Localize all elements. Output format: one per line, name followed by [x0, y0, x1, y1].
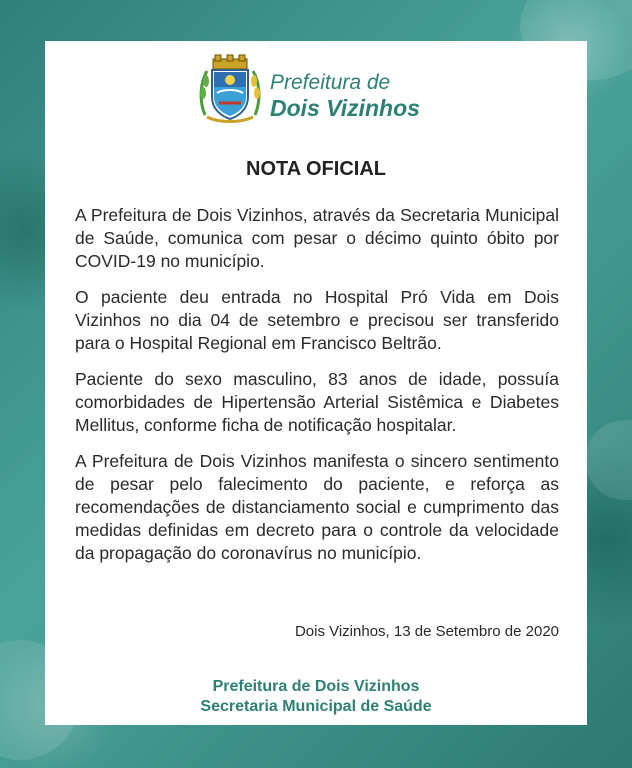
footer-line1: Prefeitura de Dois Vizinhos [212, 678, 420, 695]
place-and-date: Dois Vizinhos, 13 de Setembro de 2020 [294, 623, 559, 640]
logo-title-line2: Dois Vizinhos [270, 95, 420, 121]
paragraph-condolences: A Prefeitura de Dois Vizinhos manifesta o sincero sentimento de pesar pelo falecimento do paciente, e reforça as recomendações de distanciamento social e cumprimento das medidas definidas em decreto para o controle da velocidade da propagação do coronavírus no município. [75, 451, 559, 563]
paragraph-hospital: O paciente deu entrada no Hospital Pró Vida em Dois Vizinhos no dia 04 de setembro e precisou ser transferido para o Hospital Regional em Francisco Beltrão. [75, 287, 559, 353]
document-body [75, 204, 559, 578]
paragraph-patient: Paciente do sexo masculino, 83 anos de idade, possuía comorbidades de Hipertensão Arterial Sistêmica e Diabetes Mellitus, conforme ficha de notificação hospitalar. [75, 369, 559, 435]
footer-line2: Secretaria Municipal de Saúde [200, 698, 432, 715]
document-title: NOTA OFICIAL [246, 158, 386, 180]
footer-signature [45, 677, 587, 717]
background-decoration [585, 420, 632, 500]
municipal-coat-of-arms-icon [197, 53, 263, 123]
prefeitura-logo [197, 53, 437, 123]
paragraph-announcement: A Prefeitura de Dois Vizinhos, através da Secretaria Municipal de Saúde, comunica com pesar o décimo quinto óbito por COVID-19 no município. [75, 205, 559, 271]
official-note-card [45, 41, 587, 725]
logo-title-line1: Prefeitura de [270, 71, 391, 94]
